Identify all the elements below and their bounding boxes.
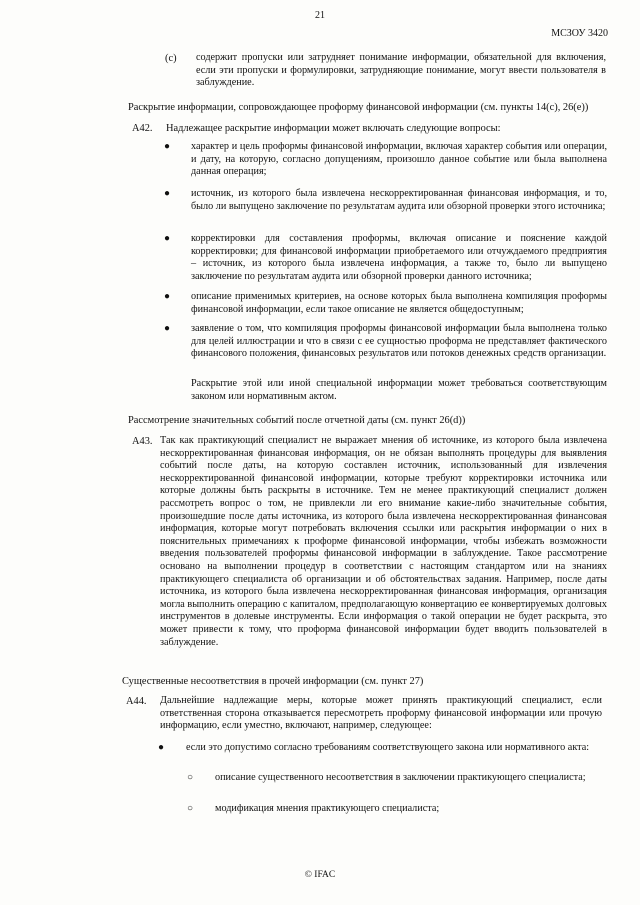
section-heading-disclosure: Раскрытие информации, сопровождающее проформу финансовой информации (см. пункты 14(c), 26(e)) bbox=[128, 102, 589, 113]
a44-subitem-2: модификация мнения практикующего специалиста; bbox=[215, 803, 440, 814]
paragraph-label-a44: A44. bbox=[126, 696, 147, 707]
a44-text: Дальнейшие надлежащие меры, которые может принять практикующий специалист, если ответственная сторона отказывается пересмотреть проформу финансовой информации или прочую информацию, если уместно, включают, например, следующее: bbox=[160, 695, 602, 732]
a43-text: Так как практикующий специалист не выражает мнения об источнике, из которого была извлечена нескорректированная финансовая информация, он не обязан выполнять процедуры для выявления событий после даты, на которую составлен источник, использованный для извлечения нескорректированной финансовой информации, которые требуют корректировки источника или которые должны быть раскрыты в источнике. Тем не менее практикующий специалист должен рассмотреть вопрос о том, не привлекли ли его внимание какие-либо значительные события, произошедшие после даты источника, из которого была извлечена нескорректированная финансовая информация, которые могут потребовать включения ссылки или раскрытия информации о них в пояснительных примечаниях к проформе финансовой информации, чтобы избежать возможности введения пользователей проформы финансовой информации в заблуждение. Такое рассмотрение основано на выполнении процедур в соответствии с настоящим стандартом или на знаниях практикующего специалиста об организации и об обстоятельствах задания. Например, после даты источника, из которого была извлечена нескорректированная финансовая информация, организация могла выполнить операцию с капиталом, предполагающую конвертацию ее конвертируемых долговых инструментов в долевые инструменты. Если информация о такой операции не будет раскрыта, это может привести к тому, что проформа финансовой информации будет вводить пользователей в заблуждение. bbox=[160, 435, 607, 648]
document-code: МСЗОУ 3420 bbox=[551, 28, 608, 39]
a44-bullet: если это допустимо согласно требованиям соответствующего закона или нормативного акта: bbox=[186, 742, 590, 753]
a42-bullet-4: описание применимых критериев, на основе которых была выполнена компиляция проформы финансовой информации, если такое описание не является общедоступным; bbox=[191, 291, 607, 315]
bullet-dot-icon: ● bbox=[164, 188, 171, 199]
section-heading-subsequent-events: Рассмотрение значительных событий после отчетной даты (см. пункт 26(d)) bbox=[128, 415, 466, 426]
bullet-dot-icon: ● bbox=[164, 141, 171, 152]
bullet-dot-icon: ● bbox=[158, 742, 165, 753]
a42-bullet-2: источник, из которого была извлечена нескорректированная финансовая информация, и то, было ли выпущено заключение по результатам аудита или обзорной проверки этого источника; bbox=[191, 188, 607, 212]
paragraph-label-a42: A42. bbox=[132, 123, 153, 134]
bullet-dot-icon: ● bbox=[164, 291, 171, 302]
a42-bullet-5: заявление о том, что компиляция проформы финансовой информации была выполнена только для целей иллюстрации и что в связи с ее сущностью проформа не представляет фактического финансового положения, финансовых результатов или потоков денежных средств организации. bbox=[191, 323, 607, 360]
hollow-circle-icon: ○ bbox=[187, 772, 194, 783]
paragraph-label-a43: A43. bbox=[132, 436, 153, 447]
item-c-marker: (c) bbox=[165, 53, 177, 64]
bullet-dot-icon: ● bbox=[164, 233, 171, 244]
hollow-circle-icon: ○ bbox=[187, 803, 194, 814]
a42-bullet-3: корректировки для составления проформы, включая описание и пояснение каждой корректировки; для финансовой информации приобретаемого или отчуждаемого предприятия – источник, из которого была извлечена информация, а также то, было ли выпущено заключение по результатам аудита или обзорной проверки данного источника; bbox=[191, 233, 607, 282]
a42-closing: Раскрытие этой или иной специальной информации может требоваться соответствующим законом или нормативным актом. bbox=[191, 378, 607, 402]
page-number: 21 bbox=[315, 10, 325, 21]
item-c-text: содержит пропуски или затрудняет понимание информации, обязательной для включения, если эти пропуски и формулировки, затрудняющие понимание, могут ввести пользователя в заблуждение. bbox=[196, 52, 606, 89]
bullet-dot-icon: ● bbox=[164, 323, 171, 334]
a42-bullet-1: характер и цель проформы финансовой информации, включая характер события или операции, и дату, на которую, согласно допущениям, произошло данное событие или была выполнена данная операция; bbox=[191, 141, 607, 178]
footer-copyright: © IFAC bbox=[304, 870, 336, 880]
a42-intro: Надлежащее раскрытие информации может включать следующие вопросы: bbox=[166, 123, 501, 134]
section-heading-inconsistencies: Существенные несоответствия в прочей информации (см. пункт 27) bbox=[122, 676, 424, 687]
a44-subitem-1: описание существенного несоответствия в заключении практикующего специалиста; bbox=[215, 772, 586, 783]
